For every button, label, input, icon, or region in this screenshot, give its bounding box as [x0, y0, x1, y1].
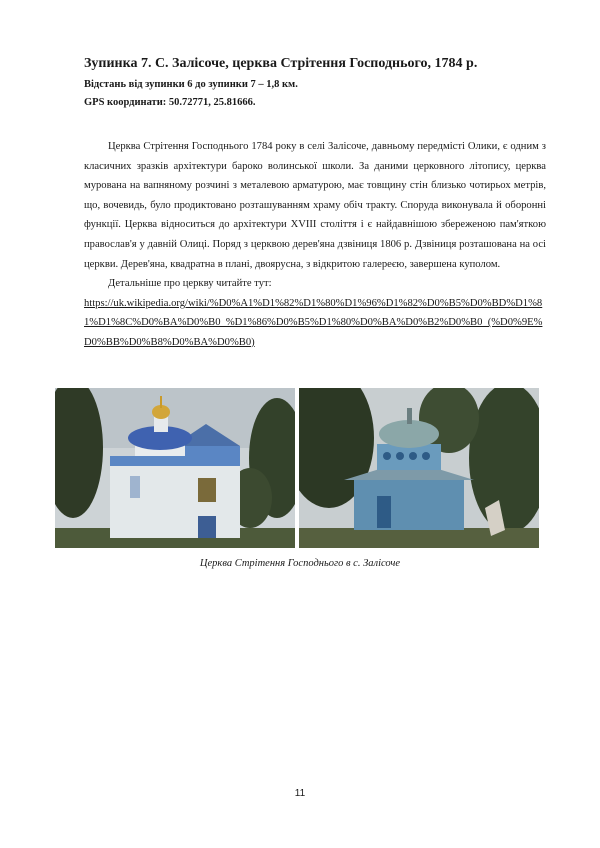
stop-title: Зупинка 7. С. Залісоче, церква Стрітення Господнього, 1784 р.	[84, 56, 478, 71]
photo-caption: Церква Стрітення Господнього в с. Залісоче	[199, 558, 401, 569]
stop-heading	[84, 56, 554, 115]
church-photo	[55, 388, 295, 548]
wikipedia-link[interactable]: https://uk.wikipedia.org/wiki/%D0%A1%D1%82%D1%80%D1%96%D1%82%D0%B5%D0%BD%D1%81%D1%8C%D0%BA%D0%B0_%D1%86%D0%B5%D1%80%D0%BA%D0%B2%D0%B0_(%D0%9E%D0%BB%D0%B8%D0%BA%D0%B0)	[84, 297, 543, 348]
distance-text: Відстань від зупинки 6 до зупинки 7 – 1,8 км.	[84, 79, 298, 90]
church-description: Церква Стрітення Господнього 1784 року в селі Залісоче, давньому передмісті Олики, є одним з класичних зразків архітектури бароко волинської школи. За даними церковного літопису, церква мурована на вапняному розчині з металевою арматурою, має товщину стін близько чотирьох метрів, що, вочевидь, було продиктовано розташуванням храму обіч тракту. Споруда виконувала й оборонні функції. Церква відноситься до архітектури XVIII століття і є найдавнішою збереженою пам'яткою православ'я у давній Олиці. Поряд з церквою дерев'яна дзвіниця 1806 р. Дзвіниця розташована на осі церкви. Дерев'яна, квадратна в плані, двоярусна, з відкритою галереєю, завершена куполом.	[84, 141, 546, 270]
body-text	[84, 137, 546, 353]
bell-tower-photo	[299, 388, 539, 548]
page-number: 11	[294, 788, 306, 799]
more-info-label: Детальніше про церкву читайте тут:	[108, 278, 272, 290]
gps-coordinates: GPS координати: 50.72771, 25.81666.	[84, 97, 256, 108]
photo-row	[55, 388, 539, 548]
